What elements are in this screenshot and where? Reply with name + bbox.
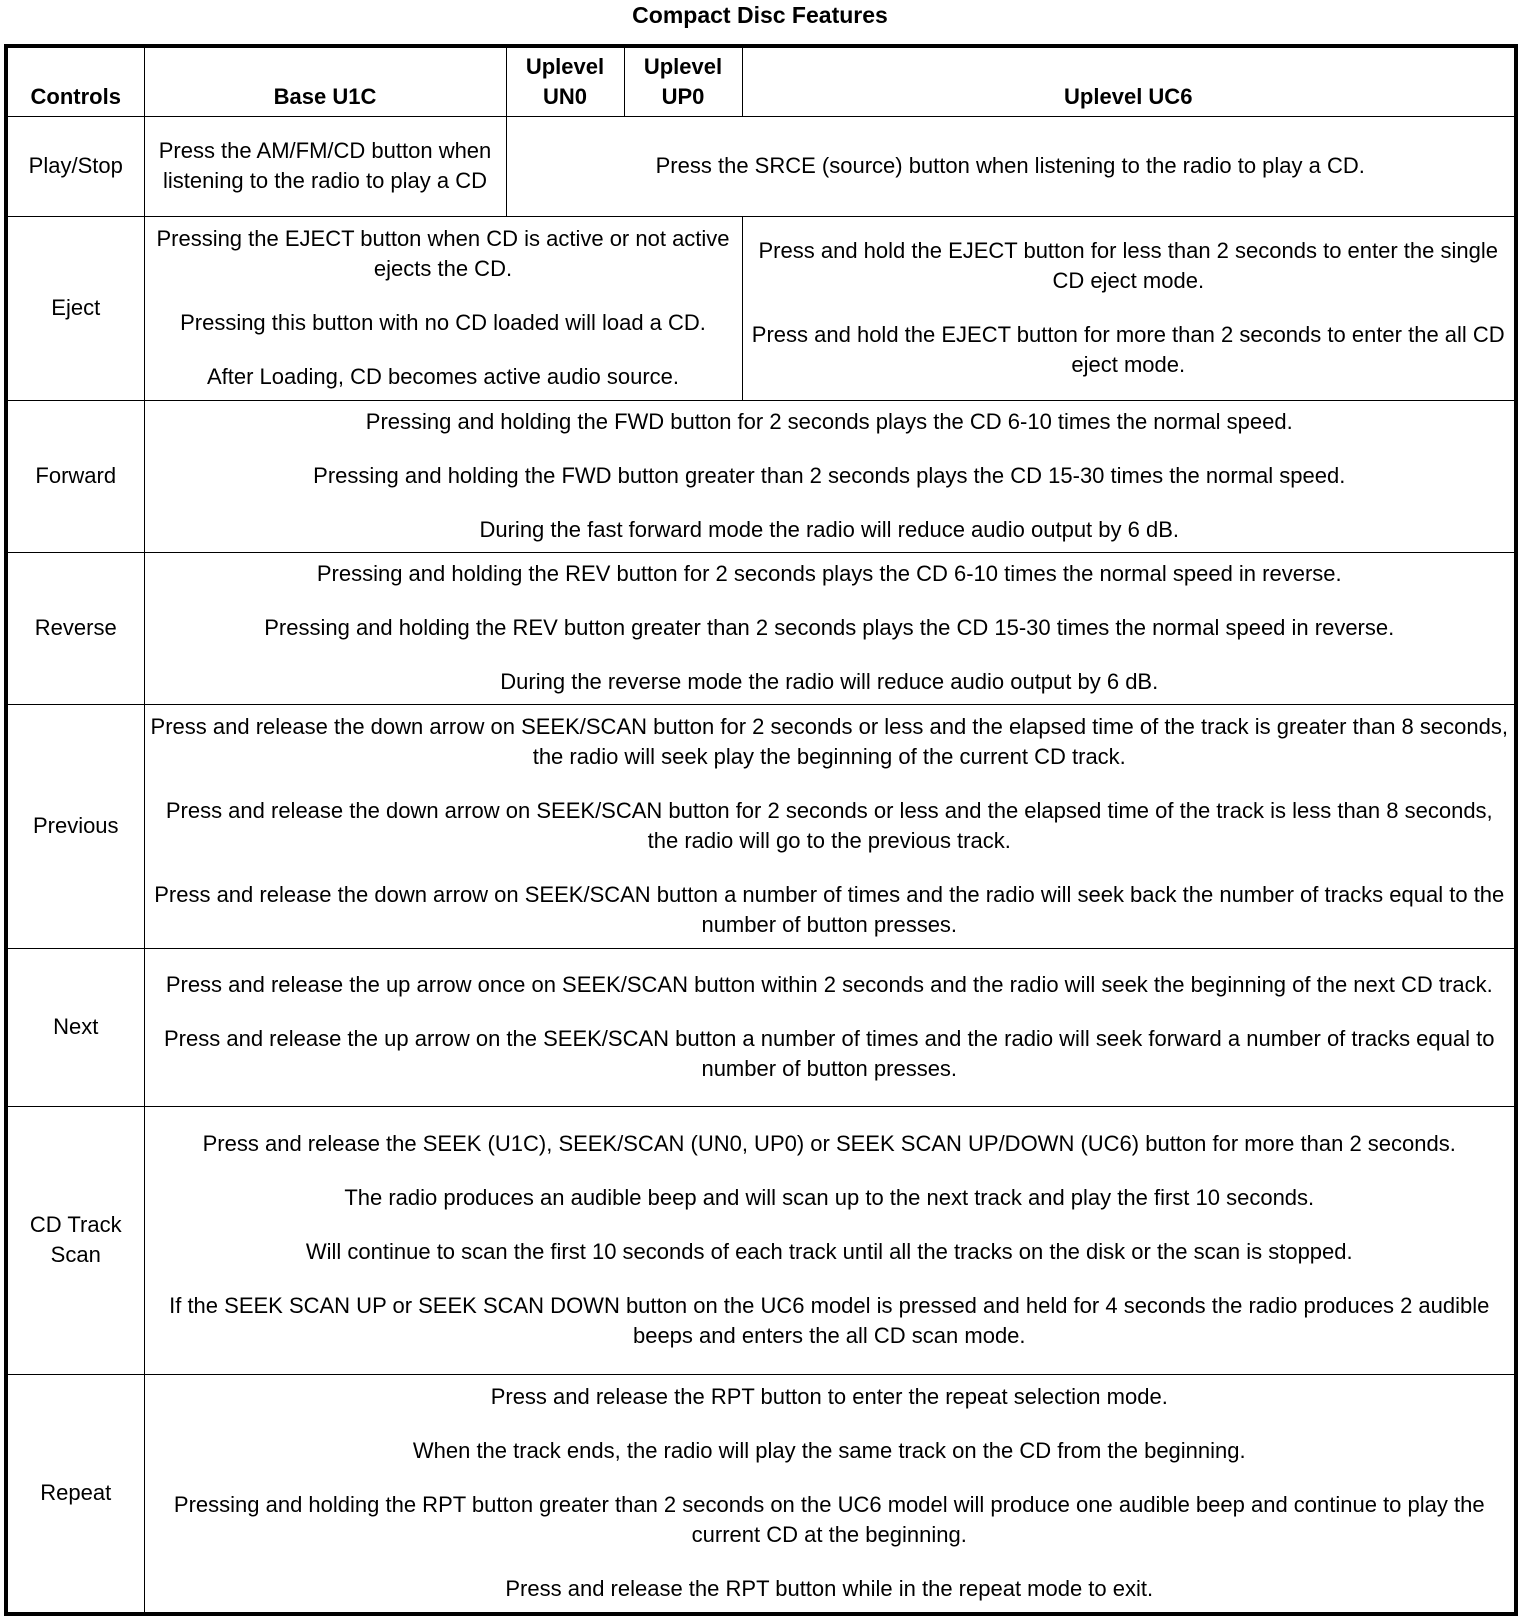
repeat-line-3: Pressing and holding the RPT button greater than 2 seconds on the UC6 model will produce one audible beep and continue to play the current CD at the beginning. [173,1492,1485,1548]
table-row-repeat [6,1374,1516,1614]
cd-track-scan-line-1: Press and release the SEEK (U1C), SEEK/SCAN (UN0, UP0) or SEEK SCAN UP/DOWN (UC6) button for more than 2 seconds. [202,1131,1456,1156]
table-row-play-stop [6,116,1516,216]
previous-line-1: Press and release the down arrow on SEEK/SCAN button for 2 seconds or less and the elapsed time of the track is greater than 8 seconds, the radio will seek play the beginning of the current CD track. [150,714,1508,769]
control-play-stop: Play/Stop [6,116,144,216]
control-next: Next [6,948,144,1106]
eject-uc6-line-2: Press and hold the EJECT button for more than 2 seconds to enter the all CD eject mode. [751,322,1505,377]
repeat-text [144,1374,1516,1614]
cd-track-scan-line-4: If the SEEK SCAN UP or SEEK SCAN DOWN button on the UC6 model is pressed and held for 4 seconds the radio produces 2 audible beeps and enters the all CD scan mode. [169,1293,1490,1348]
table-row-previous [6,704,1516,948]
cd-features-table [4,44,1518,1616]
play-stop-uplevel: Press the SRCE (source) button when listening to the radio to play a CD. [506,116,1516,216]
previous-line-3: Press and release the down arrow on SEEK/SCAN button a number of times and the radio will seek back the number of tracks equal to the number of button presses. [154,882,1505,937]
eject-base-line-3: After Loading, CD becomes active audio source. [206,364,680,389]
forward-text [144,400,1516,552]
header-uplevel-uc6: Uplevel UC6 [742,46,1516,116]
next-text [144,948,1516,1106]
eject-base [144,216,742,400]
table-row-cd-track-scan [6,1106,1516,1374]
eject-uc6-line-1: Press and hold the EJECT button for less than 2 seconds to enter the single CD eject mode. [758,238,1498,293]
control-reverse: Reverse [6,552,144,704]
header-un0-line1: Uplevel [525,53,605,79]
forward-line-3: During the fast forward mode the radio will reduce audio output by 6 dB. [479,517,1179,542]
next-line-1: Press and release the up arrow once on SEEK/SCAN button within 2 seconds and the radio will seek the beginning of the next CD track. [165,972,1493,997]
control-forward: Forward [6,400,144,552]
table-row-reverse [6,552,1516,704]
play-stop-base: Press the AM/FM/CD button when listening to the radio to play a CD [144,116,506,216]
repeat-line-1: Press and release the RPT button to enter the repeat selection mode. [490,1384,1168,1410]
header-row [6,46,1516,116]
reverse-line-3: During the reverse mode the radio will reduce audio output by 6 dB. [500,669,1159,694]
forward-line-2: Pressing and holding the FWD button greater than 2 seconds plays the CD 15-30 times the normal speed. [313,463,1346,488]
eject-base-line-2: Pressing this button with no CD loaded will load a CD. [180,310,706,335]
header-controls: Controls [6,46,144,116]
next-line-2: Press and release the up arrow on the SEEK/SCAN button a number of times and the radio will seek forward a number of tracks equal to number of button presses. [164,1026,1495,1081]
table-title: Compact Disc Features [632,2,888,28]
header-up0-line1: Uplevel [643,53,723,79]
header-uplevel-up0 [624,46,742,116]
header-up0-line2: UP0 [661,83,705,109]
cd-track-scan-text [144,1106,1516,1374]
cd-track-scan-line-2: The radio produces an audible beep and will scan up to the next track and play the first 10 seconds. [344,1185,1315,1210]
table-row-eject [6,216,1516,400]
header-un0-line2: UN0 [542,83,587,109]
table-row-forward [6,400,1516,552]
control-cd-track-scan: CD Track Scan [6,1106,144,1374]
reverse-text [144,552,1516,704]
eject-uc6 [742,216,1516,400]
control-repeat: Repeat [6,1374,144,1614]
repeat-line-4: Press and release the RPT button while in the repeat mode to exit. [505,1576,1154,1602]
control-previous: Previous [6,704,144,948]
previous-text [144,704,1516,948]
control-eject: Eject [6,216,144,400]
forward-line-1: Pressing and holding the FWD button for 2 seconds plays the CD 6-10 times the normal speed. [365,409,1293,434]
previous-line-2: Press and release the down arrow on SEEK/SCAN button for 2 seconds or less and the elapsed time of the track is less than 8 seconds, the radio will go to the previous track. [165,798,1493,853]
header-uplevel-un0 [506,46,624,116]
reverse-line-1: Pressing and holding the REV button for 2 seconds plays the CD 6-10 times the normal speed in reverse. [316,561,1342,586]
reverse-line-2: Pressing and holding the REV button greater than 2 seconds plays the CD 15-30 times the normal speed in reverse. [264,615,1395,640]
cd-track-scan-line-3: Will continue to scan the first 10 seconds of each track until all the tracks on the disk or the scan is stopped. [305,1239,1353,1264]
repeat-line-2: When the track ends, the radio will play the same track on the CD from the beginning. [412,1438,1246,1464]
header-base-u1c: Base U1C [144,46,506,116]
table-row-next [6,948,1516,1106]
eject-base-line-1: Pressing the EJECT button when CD is active or not active ejects the CD. [156,226,730,281]
